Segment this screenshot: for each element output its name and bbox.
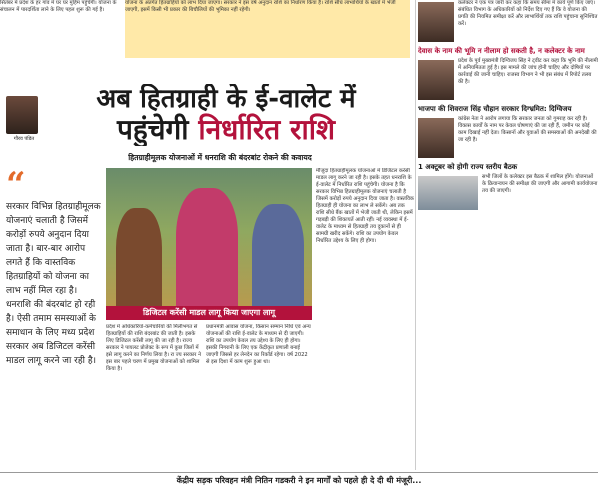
reporter-name: गौरव पंडित — [13, 136, 35, 142]
right-head-1: देवास के नाम की भूमि न नीलाम हो सकती है, न कलेक्टर के नाम — [418, 47, 585, 55]
quote-mark-icon: “ — [6, 170, 26, 205]
headline — [40, 84, 412, 146]
politician-thumb-2 — [418, 60, 454, 100]
column-divider — [415, 0, 416, 470]
right-intro-text: कलेक्टर ने एक पत्र जारी कर कहा कि समय सीमा में कार्य पूर्ण किए जाएं। संबंधित विभाग के अधिकारियों को निर्देश दिए गए हैं कि वे योजना की प्रगति की नियमित समीक्षा करें और लाभार्थियों तक राशि पहुंचाना सुनिश्चित करें। — [458, 0, 598, 27]
right-text-2: कांग्रेस नेता ने आरोप लगाया कि सरकार जनता को गुमराह कर रही है। विकास कार्यों के नाम पर केवल घोषणाएं की जा रही हैं, जमीन पर कोई काम दिखाई नहीं देता। किसानों और युवाओं की समस्याओं की अनदेखी की जा रही है। — [458, 116, 597, 143]
right-head-2: भाजपा की शिवराज सिंह चौहान सरकार दिग्भ्रमित: दिग्विजय — [418, 105, 572, 113]
politician-thumb-3 — [418, 118, 454, 158]
pull-quote-text: सरकार विभिन्न हितग्राहीमूलक योजनाएं चलाती है जिसमें करोड़ों रुपये अनुदान दिया जाता है। बार-बार आरोप लगते हैं कि वास्तविक हितग्राहियों को योजना का लाभ नहीं मिल रहा है। धनराशि की बंदरबांट हो रही है। ऐसी तमाम समस्याओं के समाधान के लिए मध्य प्रदेश सरकार अब डिजिटल करेंसी माडल लागू करने जा रही है। — [6, 202, 101, 366]
office-building-thumb — [418, 176, 478, 210]
right-text-1: प्रदेश के पूर्व मुख्यमंत्री दिग्विजय सिंह ने ट्वीट कर कहा कि भूमि की नीलामी में अनियमितता हुई है। इस मामले की जांच होनी चाहिए और दोषियों पर कार्रवाई की जानी चाहिए। राजस्व विभाग ने भी इस संबंध में रिपोर्ट तलब की है। — [458, 58, 598, 85]
bottom-text-col-2: प्रधानमंत्री आवास योजना, किसान सम्मान निधि एवं अन्य योजनाओं की राशि ई-वालेट के माध्यम से दी जाएगी। राशि का उपयोग केवल तय उद्देश्य के लिए ही होगा। इसकी निगरानी के लिए एक केंद्रीकृत प्रणाली बनाई जाएगी जिससे हर लेनदेन का रिकॉर्ड रहेगा। वर्ष 2022 से इस दिशा में काम शुरू हुआ था। — [206, 324, 311, 365]
politician-thumb-1 — [418, 2, 454, 42]
reporter-photo — [6, 96, 38, 134]
headline-line-2-b: निर्धारित राशि — [198, 113, 335, 146]
top-mid-text: योजना के अंतर्गत हितग्राहियों को लाभ दिया जाएगा। सरकार ने इस वर्ष अनुदान राशि का निर्धारण किया है। राशि सीधे लाभार्थियों के खातों में भेजी जाएगी, इसमें किसी भी प्रकार की बिचौलियों की भूमिका नहीं रहेगी। — [125, 0, 396, 13]
photo-person-center — [176, 188, 238, 308]
bottom-text-col-1: प्रदेश में अधिकारियों-कर्मचारियों की मिलीभगत से हितग्राहियों की राशि बंदरबांट की जाती है। इसके लिए डिजिटल करेंसी लागू की जा रही है। राज्य सरकार ने पायलट प्रोजेक्ट के रूप में कुछ जिलों में इसे लागू करने का निर्णय लिया है। रा ज्य सरकार ने इस बार पहले चरण में प्रमुख योजनाओं को शामिल किया है। — [106, 324, 201, 372]
photo-person-right — [252, 204, 304, 308]
headline-line-1: अब हितग्राही के ई-वालेट में — [96, 84, 356, 114]
headline-line-2-a: पहुंचेगी — [116, 113, 199, 146]
top-mid-article — [125, 0, 410, 58]
right-column — [418, 0, 598, 487]
right-head-3: 1 अक्टूबर को होगी राज्य स्तरीय बैठक — [418, 163, 518, 171]
top-left-text: सितंबर में प्रदेश के हर गांव में घर घर मुहिम पहुंचेगी। योजना के संचालन में पारदर्शिता लाने के लिए पहल शुरू की गई है। — [0, 0, 117, 13]
article-photo — [106, 168, 312, 308]
subheadline: हितग्राहीमूलक योजनाओं में धनराशि की बंदरबांट रोकने की कवायद — [128, 153, 312, 162]
top-left-article — [0, 0, 120, 58]
reporter-byline — [6, 96, 42, 148]
bottom-headline: केंद्रीय सड़क परिवहन मंत्री नितिन गडकरी ने इन मार्गों को पहले ही दे दी थी मंजूरी... — [0, 472, 598, 488]
pull-quote — [6, 170, 104, 394]
headline-line-2 — [40, 114, 412, 146]
photo-person-left — [116, 208, 162, 308]
mid-column-text: मौजूदा हितग्राहीमूलक योजनाओं में डिजिटल करेंसी माडल लागू करने जा रही है। इसके तहत धनराशि के ई-वालेट में निर्धारित राशि पहुंचेगी। योजना है कि सरकार विभिन्न हितग्राहीमूलक योजनाएं चलाती है जिसमें करोड़ों रुपये अनुदान दिया जाता है। वास्तविक हितग्राही ही योजना का लाभ ले सकेंगे। अब तक राशि सीधे बैंक खातों में भेजी जाती थी, लेकिन इसमें गड़बड़ी की शिकायतें आती रहीं। नई व्यवस्था में ई-वालेट के माध्यम से हितग्राही तय दुकानों से ही सामग्री खरीद सकेंगे। राशि का उपयोग केवल निर्धारित उद्देश्य के लिए ही होगा। — [316, 168, 414, 244]
right-text-3: सभी जिलों के कलेक्टर इस बैठक में शामिल होंगे। योजनाओं के क्रियान्वयन की समीक्षा की जाएगी और आगामी कार्ययोजना तय की जाएगी। — [482, 174, 598, 194]
photo-caption: डिजिटल करेंसी माडल लागू किया जाएगा लागू — [106, 306, 312, 320]
